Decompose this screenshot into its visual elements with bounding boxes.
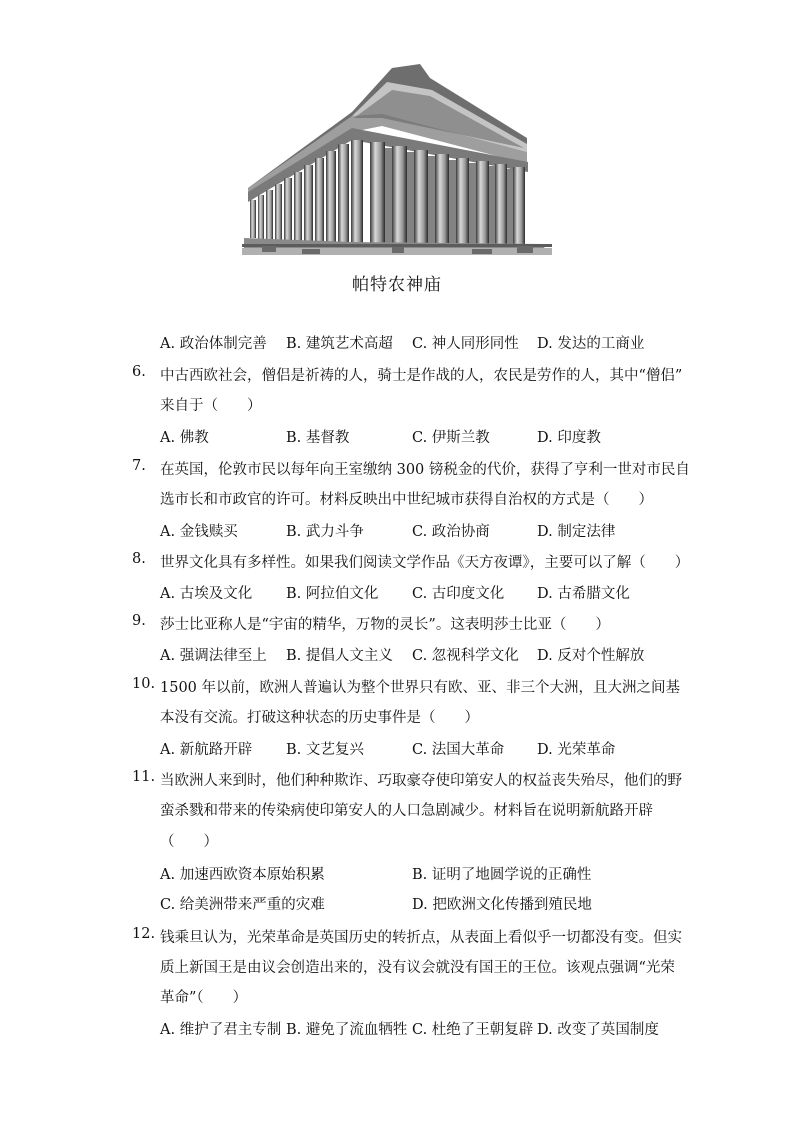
q7-option-c: C. 政治协商 (412, 524, 490, 540)
question-number: 8. (132, 551, 146, 567)
question-text: 在英国，伦敦市民以每年向王室缴纳 300 镑税金的代价，获得了亨利一世对市民自 (160, 462, 690, 478)
q11-option-c: C. 给美洲带来严重的灾难 (160, 897, 325, 913)
question-number: 11. (132, 769, 156, 785)
question-number: 9. (132, 613, 146, 629)
q8-option-b: B. 阿拉伯文化 (286, 586, 379, 602)
q7-option-a: A. 金钱赎买 (160, 524, 238, 540)
q12-option-a: A. 维护了君主专制 (160, 1022, 282, 1038)
q8-option-d: D. 古希腊文化 (537, 586, 630, 602)
question-text: 世界文化具有多样性。如果我们阅读文学作品《天方夜谭》，主要可以了解（ ） (160, 555, 690, 571)
question-number: 6. (132, 364, 146, 380)
q5-option-b: B. 建筑艺术高超 (286, 336, 393, 352)
q7-option-d: D. 制定法律 (537, 524, 616, 540)
figure-caption: 帕特农神庙 (352, 275, 442, 295)
q5-option-c: C. 神人同形同性 (412, 336, 519, 352)
q5-option-d: D. 发达的工商业 (537, 336, 645, 352)
question-text: 来自于（ ） (160, 398, 262, 414)
q7-option-b: B. 武力斗争 (286, 524, 364, 540)
q9-option-d: D. 反对个性解放 (537, 648, 645, 664)
question-text: 钱乘旦认为，光荣革命是英国历史的转折点，从表面上看似乎一切都没有变。但实 (160, 930, 682, 946)
q6-option-a: A. 佛教 (160, 430, 209, 446)
q12-option-b: B. 避免了流血牺牲 (286, 1022, 408, 1038)
question-text: 选市长和市政官的许可。材料反映出中世纪城市获得自治权的方式是（ ） (160, 492, 653, 508)
q5-option-a: A. 政治体制完善 (160, 336, 267, 352)
q12-option-c: C. 杜绝了王朝复辟 (412, 1022, 534, 1038)
question-text: 莎士比亚称人是“宇宙的精华，万物的灵长”。这表明莎士比亚（ ） (160, 617, 610, 633)
question-text: 质上新国王是由议会创造出来的，没有议会就没有国王的王位。该观点强调“光荣 (160, 960, 675, 976)
q10-option-d: D. 光荣革命 (537, 742, 616, 758)
q11-option-a: A. 加速西欧资本原始积累 (160, 867, 325, 883)
q12-option-d: D. 改变了英国制度 (537, 1022, 659, 1038)
q6-option-c: C. 伊斯兰教 (412, 430, 490, 446)
q6-option-d: D. 印度教 (537, 430, 601, 446)
q6-option-b: B. 基督教 (286, 430, 350, 446)
question-number: 12. (132, 926, 156, 942)
q10-option-c: C. 法国大革命 (412, 742, 505, 758)
question-number: 7. (132, 458, 146, 474)
question-text: 当欧洲人来到时，他们种种欺诈、巧取豪夺使印第安人的权益丧失殆尽，他们的野 (160, 773, 682, 789)
question-text: 蛮杀戮和带来的传染病使印第安人的人口急剧减少。材料旨在说明新航路开辟 (160, 803, 653, 819)
question-text: 本没有交流。打破这种状态的历史事件是（ ） (160, 710, 479, 726)
q8-option-c: C. 古印度文化 (412, 586, 505, 602)
q9-option-c: C. 忽视科学文化 (412, 648, 519, 664)
question-number: 10. (132, 676, 156, 692)
q11-option-b: B. 证明了地圆学说的正确性 (412, 867, 592, 883)
q9-option-a: A. 强调法律至上 (160, 648, 267, 664)
question-text: 1500 年以前，欧洲人普遍认为整个世界只有欧、亚、非三个大洲，且大洲之间基 (160, 680, 681, 696)
q10-option-a: A. 新航路开辟 (160, 742, 253, 758)
parthenon-photo (242, 60, 552, 255)
q8-option-a: A. 古埃及文化 (160, 586, 253, 602)
question-text: （ ） (160, 834, 218, 850)
q9-option-b: B. 提倡人文主义 (286, 648, 393, 664)
q10-option-b: B. 文艺复兴 (286, 742, 364, 758)
q11-option-d: D. 把欧洲文化传播到殖民地 (412, 897, 592, 913)
question-text: 革命”（ ） (160, 990, 248, 1006)
question-text: 中古西欧社会，僧侣是祈祷的人，骑士是作战的人，农民是劳作的人，其中“僧侣” (160, 368, 683, 384)
